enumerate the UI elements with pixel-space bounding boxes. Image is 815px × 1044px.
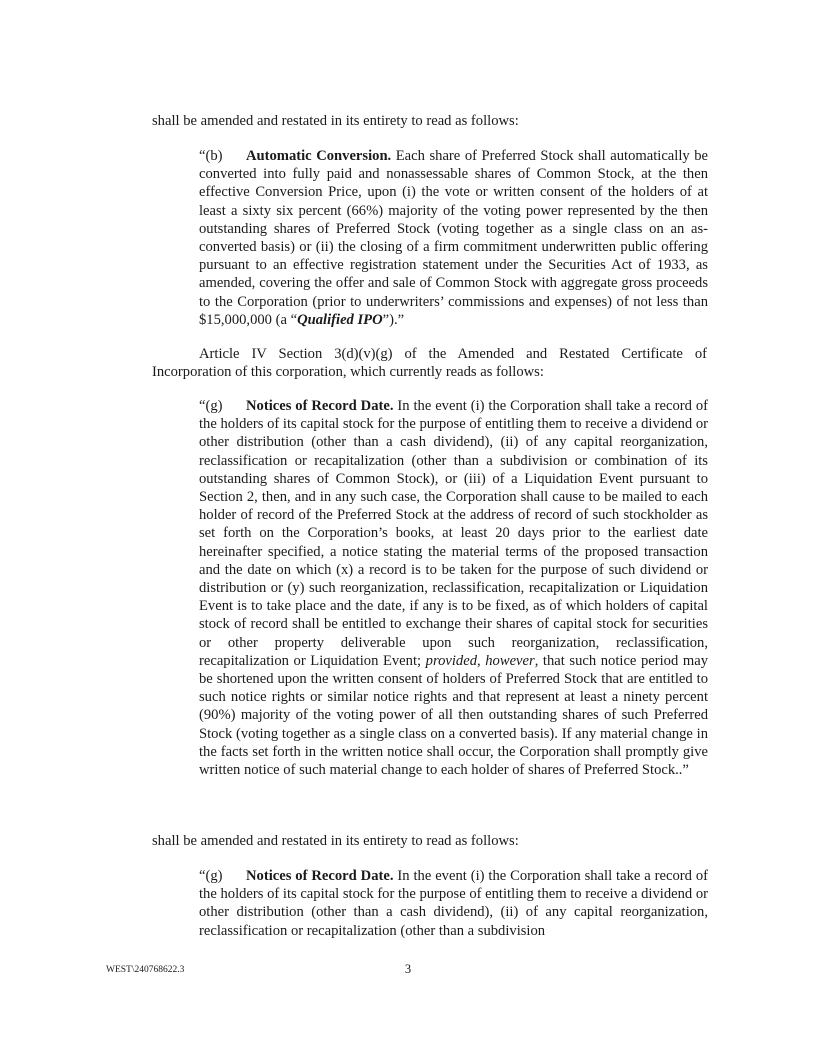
qualified-ipo-term: Qualified IPO (297, 311, 383, 328)
intro-paragraph-2: shall be amended and restated in its entirety to read as follows: (152, 833, 519, 849)
page-number: 3 (404, 962, 412, 976)
section-g-current-text-1: In the event (i) the Corporation shall take a record of the holders of its capital stock for the purpose of entitling them to receive a dividend or other distribution (other than a cash dividend), (ii) of any capital reorganization, reclassification or recapitalization (other than a subdivision or combination of its outstanding shares of Common Stock), or (iii) of a Liquidation Event pursuant to Section 2, then, and in any such case, the Corporation shall cause to be mailed to each holder of record of the Preferred Stock at the address of record of such stockholder as set forth on the Corporation’s books, at least 20 days prior to the earliest date hereinafter specified, a notice stating the material terms of the proposed transaction and the date on which (x) a record is to be taken for the purpose of such dividend or distribution or (y) such reorganization, reclassification, recapitalization or Liquidation Event is to take place and the date, if any is to be fixed, as of which holders of capital stock of record shall be entitled to exchange their shares of capital stock for securities or other property deliverable upon such reorganization, reclassification, recapitalization or Liquidation Event; (199, 398, 709, 669)
section-g-current-heading: Notices of Record Date. (246, 398, 394, 414)
footer-document-id: WEST\240768622.3 (106, 965, 185, 975)
section-b-text-1: Each share of Preferred Stock shall automatically be converted into fully paid and nonassessable shares of Common Stock, at the then effective Conversion Price, upon (i) the vote or written consent of the holders of at least a sixty six percent (66%) majority of the voting power represented by the then outstanding shares of Preferred Stock (voting together as a single class on an as-converted basis) or (ii) the closing of a firm commitment underwritten public offering pursuant to an effective registration statement under the Securities Act of 1933, as amended, covering the offer and sale of Common Stock with aggregate gross proceeds to the Corporation (prior to underwriters’ commissions and expenses) of not less than $15,000,000 (a “ (199, 148, 709, 328)
section-b-paragraph (199, 147, 708, 329)
article-paragraph: Article IV Section 3(d)(v)(g) of the Amended and Restated Certificate of Incorporation of this corporation, which currently reads as follows: (152, 346, 707, 381)
section-g-new-number: “(g) (199, 868, 223, 884)
section-b-text-2: ”).” (382, 311, 405, 328)
intro-paragraph-1: shall be amended and restated in its entirety to read as follows: (152, 113, 519, 129)
section-g-new-paragraph (199, 867, 708, 940)
section-g-new-heading: Notices of Record Date. (246, 868, 394, 884)
section-g-new-text-1: In the event (i) the Corporation shall take a record of the holders of its capital stock for the purpose of entitling them to receive a dividend or other distribution (other than a cash dividend), (ii) of any capital reorganization, reclassification or recapitalization (other than a subdivision (199, 868, 709, 939)
section-b-heading: Automatic Conversion. (246, 148, 392, 164)
section-g-current-text-2: , that such notice period may be shortened upon the written consent of holders of Preferred Stock that are entitled to such notice rights or similar notice rights and that represent at least a ninety percent (90%) majority of the voting power of all then outstanding shares of such Preferred Stock (voting together as a single class on a converted basis). If any material change in the facts set forth in the written notice shall occur, the Corporation shall promptly give written notice of such material change to each holder of shares of Preferred Stock..” (199, 652, 708, 779)
section-b-number: “(b) (199, 148, 223, 164)
proviso-text: provided, however (425, 652, 535, 669)
section-g-current-paragraph (199, 397, 708, 779)
section-g-current-number: “(g) (199, 398, 223, 414)
